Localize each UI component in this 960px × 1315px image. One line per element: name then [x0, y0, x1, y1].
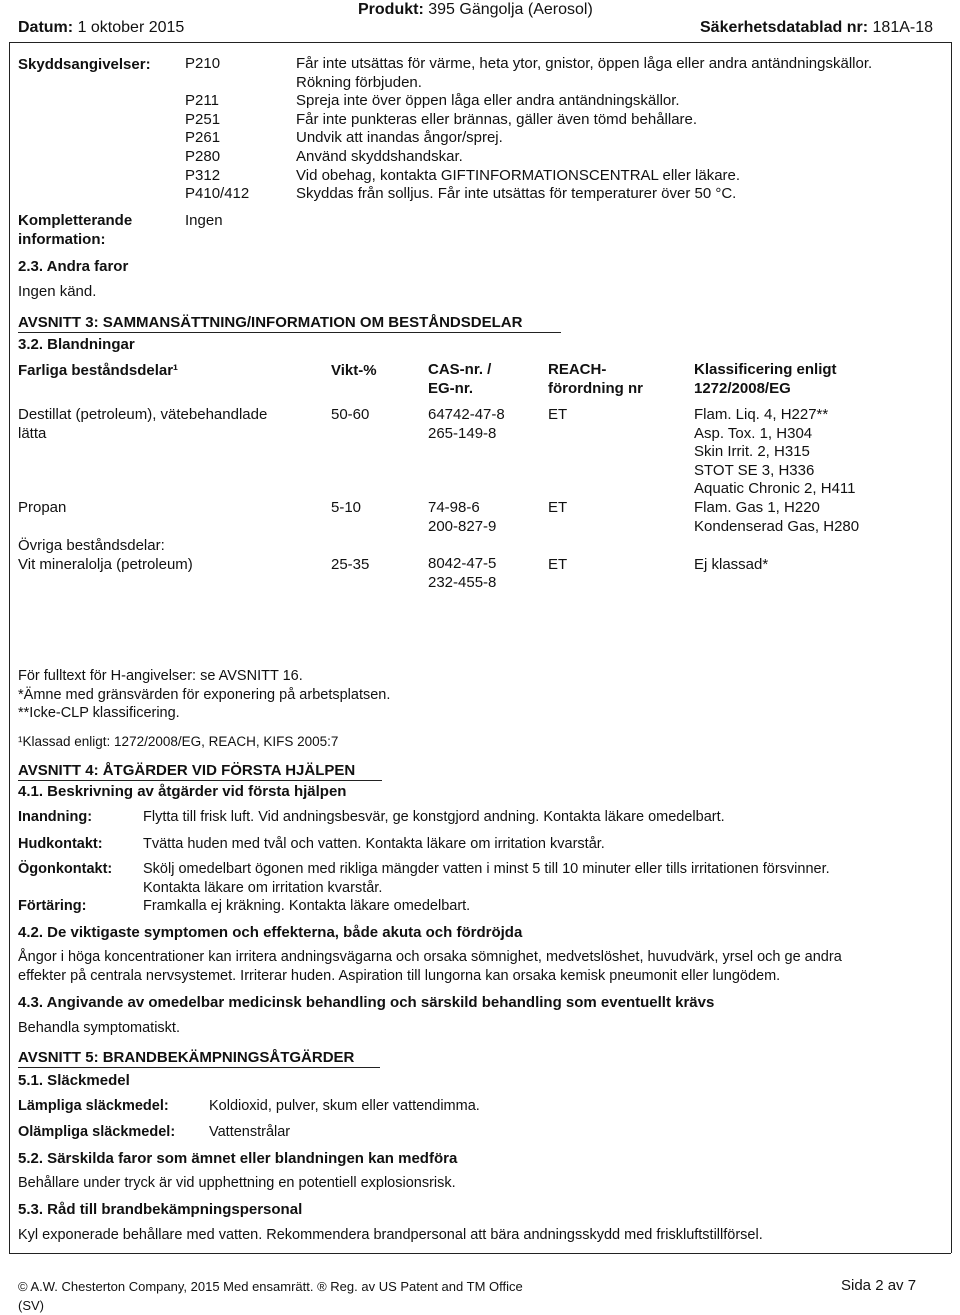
section3-title-underline — [18, 332, 561, 333]
ingestion-text: Framkalla ej kräkning. Kontakta läkare omedelbart. — [143, 898, 471, 914]
header-rule — [9, 42, 951, 43]
table-row-cas — [428, 555, 496, 592]
col-header-reach-line: REACH- — [548, 361, 607, 378]
section5-sub2: 5.2. Särskilda faror som ämnet eller blandningen kan medföra — [18, 1150, 458, 1167]
col-header-reach — [548, 361, 643, 398]
precaution-code: P261 — [185, 129, 221, 147]
table-row-weight: 50-60 — [331, 406, 370, 423]
copyright-line: (SV) — [18, 1297, 44, 1313]
eye-contact-text — [143, 860, 830, 897]
date-label: Datum: — [18, 19, 74, 36]
sds-label: Säkerhetsdatablad nr: — [700, 19, 869, 36]
precaution-codes — [185, 55, 249, 204]
table-row-weight: 5-10 — [331, 499, 362, 516]
date-value: 1 oktober 2015 — [77, 19, 185, 36]
note-line: **Icke-CLP klassificering. — [18, 705, 180, 722]
row-class-line: Asp. Tox. 1, H304 — [694, 424, 813, 442]
col-header-cas — [428, 361, 491, 398]
row-class-line: Flam. Gas 1, H220 — [694, 499, 820, 516]
row-cas: 8042-47-5 — [428, 555, 497, 572]
section5-sub1: 5.1. Släckmedel — [18, 1072, 130, 1089]
precaution-label: Skyddsangivelser: — [18, 56, 151, 73]
section4-title-underline — [18, 780, 382, 781]
table-row-reach: ET — [548, 499, 568, 516]
section5-title: AVSNITT 5: BRANDBEKÄMPNINGSÅTGÄRDER — [18, 1049, 355, 1066]
suitable-media-text: Koldioxid, pulver, skum eller vattendimma. — [209, 1098, 480, 1114]
table-row-name: Propan — [18, 499, 67, 516]
section4-sub3-text: Behandla symptomatiskt. — [18, 1020, 180, 1036]
row-eg: 200-827-9 — [428, 517, 497, 535]
table-row-reach: ET — [548, 556, 568, 573]
note-line: För fulltext för H-angivelser: se AVSNITT 16. — [18, 668, 303, 684]
section5-sub3: 5.3. Råd till brandbekämpningspersonal — [18, 1201, 303, 1218]
col-header-cas-line: CAS-nr. / — [428, 361, 492, 378]
footer-copyright — [18, 1278, 523, 1315]
row-eg: 265-149-8 — [428, 424, 497, 442]
suitable-media-label: Lämpliga släckmedel: — [18, 1098, 169, 1114]
table-row-cas — [428, 499, 496, 536]
eye-contact-line: Skölj omedelbart ögonen med rikliga mängder vatten i minst 5 till 10 minuter eller tills irritationen försvinner. — [143, 861, 830, 877]
product-value: 395 Gängolja (Aerosol) — [428, 1, 593, 18]
table-row-reach: ET — [548, 406, 568, 423]
row-eg: 232-455-8 — [428, 573, 497, 591]
precaution-text: Skyddas från solljus. Får inte utsättas för temperaturer över 50 °C. — [296, 185, 737, 203]
copyright-line: © A.W. Chesterton Company, 2015 Med ensamrätt. ® Reg. av US Patent and TM Office — [18, 1279, 523, 1294]
section4-title: AVSNITT 4: ÅTGÄRDER VID FÖRSTA HJÄLPEN — [18, 762, 356, 779]
eye-contact-label: Ögonkontakt: — [18, 861, 113, 877]
precaution-text: Får inte punkteras eller brännas, gäller även tömd behållare. — [296, 110, 698, 128]
supplementary-value: Ingen — [185, 212, 223, 229]
skin-contact-label: Hudkontakt: — [18, 836, 103, 852]
col-header-class-line: 1272/2008/EG — [694, 379, 791, 397]
eye-contact-line: Kontakta läkare om irritation kvarstår. — [143, 879, 383, 896]
table-row-class — [694, 499, 859, 536]
precaution-text: Får inte utsättas för värme, heta ytor, gnistor, öppen låga eller andra antändningskällor. — [296, 55, 873, 72]
right-margin-rule — [951, 42, 952, 1253]
col-header-cas-line: EG-nr. — [428, 379, 474, 397]
note-line: *Ämne med gränsvärden för exponering på arbetsplatsen. — [18, 686, 391, 703]
section3-notes — [18, 667, 390, 723]
inhalation-text: Flytta till frisk luft. Vid andningsbesvär, ge konstgjord andning. Kontakta läkare omedelbart. — [143, 809, 725, 825]
inhalation-label: Inandning: — [18, 809, 93, 825]
supplementary-label-line: Kompletterande — [18, 212, 133, 229]
section4-sub3: 4.3. Angivande av omedelbar medicinsk behandling och särskild behandling som eventuellt krävs — [18, 994, 715, 1011]
table-row-cas — [428, 406, 505, 443]
precaution-code: P280 — [185, 147, 221, 165]
ingestion-label: Förtäring: — [18, 898, 87, 914]
skin-contact-text: Tvätta huden med tvål och vatten. Kontakta läkare om irritation kvarstår. — [143, 836, 605, 852]
col-header-class-line: Klassificering enligt — [694, 361, 837, 378]
section4-sub1: 4.1. Beskrivning av åtgärder vid första hjälpen — [18, 783, 347, 800]
section4-sub2-text — [18, 948, 842, 985]
row-class-line: STOT SE 3, H336 — [694, 461, 815, 479]
section3-subtitle: 3.2. Blandningar — [18, 336, 135, 353]
page-number: Sida 2 av 7 — [841, 1277, 917, 1294]
row-class-line: Skin Irrit. 2, H315 — [694, 443, 810, 461]
other-hazards-title: 2.3. Andra faror — [18, 258, 129, 275]
symptoms-line: Ångor i höga koncentrationer kan irritera andningsvägarna och orsaka sömnighet, medvetslöshet, huvudvärk, yrsel och ge andra — [18, 949, 842, 965]
precaution-text: Undvik att inandas ångor/sprej. — [296, 129, 503, 147]
other-hazards-text: Ingen känd. — [18, 283, 97, 300]
product-label: Produkt: — [358, 1, 424, 18]
header-date — [18, 19, 184, 37]
header-product — [358, 1, 593, 19]
table-row-weight: 25-35 — [331, 556, 370, 573]
symptoms-line: effekter på centrala nervsystemet. Irriterar huden. Aspiration till lungorna kan orsaka kemisk pneumonit eller lungödem. — [18, 967, 781, 984]
classification-footnote: ¹Klassad enligt: 1272/2008/EG, REACH, KIFS 2005:7 — [18, 734, 339, 749]
table-row-class — [694, 406, 855, 499]
section5-sub3-text: Kyl exponerade behållare med vatten. Rekommendera brandpersonal att bära andningsskydd med friskluftstillförsel. — [18, 1227, 763, 1243]
section4-sub2: 4.2. De viktigaste symptomen och effekterna, både akuta och fördröjda — [18, 924, 523, 941]
table-row-name — [18, 406, 267, 443]
supplementary-label — [18, 212, 132, 249]
precaution-text: Rökning förbjuden. — [296, 73, 422, 91]
row-cas: 64742-47-8 — [428, 406, 505, 423]
row-name-line: lätta — [18, 424, 47, 442]
other-ingredients-label: Övriga beståndsdelar: — [18, 537, 165, 554]
section5-sub2-text: Behållare under tryck är vid upphettning en potentiell explosionsrisk. — [18, 1175, 456, 1191]
row-cas: 74-98-6 — [428, 499, 480, 516]
table-row-name: Vit mineralolja (petroleum) — [18, 556, 193, 573]
table-row-class: Ej klassad* — [694, 556, 769, 573]
precaution-code: P251 — [185, 110, 221, 128]
row-class-line: Kondenserad Gas, H280 — [694, 517, 860, 535]
footer-rule — [9, 1253, 951, 1254]
left-margin-rule — [9, 42, 10, 1253]
col-header-name: Farliga beståndsdelar¹ — [18, 362, 179, 379]
precaution-code — [185, 74, 249, 93]
header-sds-number — [700, 19, 933, 37]
row-name-line: Destillat (petroleum), vätebehandlade — [18, 406, 268, 423]
precaution-text: Spreja inte över öppen låga eller andra antändningskällor. — [296, 92, 680, 110]
col-header-reach-line: förordning nr — [548, 379, 643, 397]
precaution-code: P211 — [185, 92, 219, 110]
precaution-text: Vid obehag, kontakta GIFTINFORMATIONSCENTRAL eller läkare. — [296, 166, 741, 184]
precaution-code: P210 — [185, 55, 221, 72]
precaution-code: P312 — [185, 166, 221, 184]
precaution-text: Använd skyddshandskar. — [296, 147, 463, 165]
row-class-line: Flam. Liq. 4, H227** — [694, 406, 829, 423]
precaution-code: P410/412 — [185, 185, 250, 203]
unsuitable-media-label: Olämpliga släckmedel: — [18, 1124, 176, 1140]
sds-value: 181A-18 — [872, 19, 934, 36]
col-header-weight: Vikt-% — [331, 362, 377, 379]
row-class-line: Aquatic Chronic 2, H411 — [694, 480, 856, 498]
precaution-texts — [296, 55, 872, 204]
unsuitable-media-text: Vattenstrålar — [209, 1124, 291, 1140]
col-header-class — [694, 361, 837, 398]
section3-title: AVSNITT 3: SAMMANSÄTTNING/INFORMATION OM BESTÅNDSDELAR — [18, 314, 523, 331]
supplementary-label-line: information: — [18, 230, 106, 248]
section5-title-underline — [18, 1067, 380, 1068]
